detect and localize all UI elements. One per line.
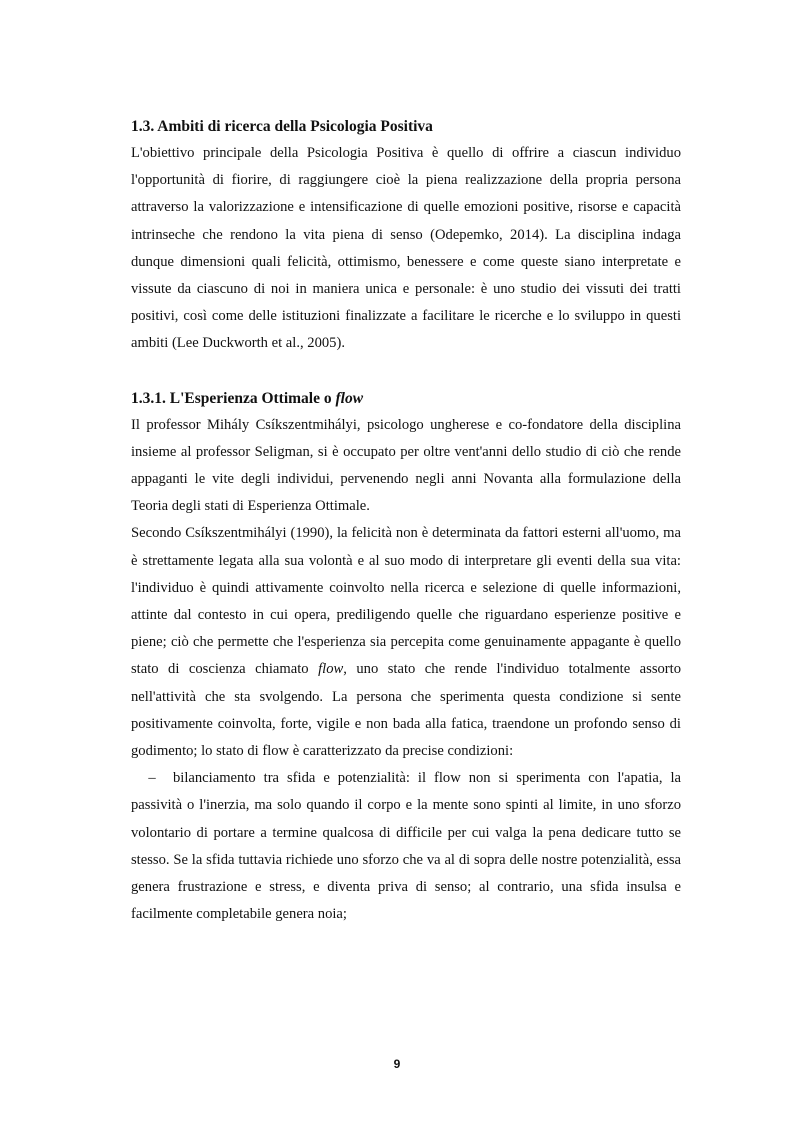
- heading-text: 1.3.1. L'Esperienza Ottimale o: [131, 389, 336, 407]
- paragraph-italic-flow: flow: [318, 661, 344, 678]
- heading-italic-flow: flow: [335, 389, 364, 407]
- paragraph-text-after: , uno stato che rende l'individuo totalmente assorto nell'attività che sta svolgendo. La persona che sperimenta questa condizione si sente positivamente coinvolta, forte, vigile e non bada alla fatica, traendone un profondo senso di godimento; lo stato di flow è caratterizzato da precise condizioni:: [131, 661, 682, 760]
- section-1-3-1-paragraph-1: Il professor Mihály Csíkszentmihályi, psicologo ungherese e co-fondatore della disciplina insieme al professor Seligman, si è occupato per oltre vent'anni dello studio di ciò che rende appaganti le vite degli individui, pervenendo negli anni Novanta alla formulazione della Teoria degli stati di Esperienza Ottimale.: [131, 416, 681, 515]
- list-item-bilanciamento: [131, 765, 681, 928]
- section-heading-1-3-1: [131, 385, 681, 412]
- spacer: [131, 358, 681, 385]
- document-page: [131, 113, 681, 928]
- paragraph-text-before: Secondo Csíkszentmihályi (1990), la felicità non è determinata da fattori esterni all'uomo, ma è strettamente legata alla sua volontà e al suo modo di interpretare gli eventi della sua vita: l'individuo è quindi attivamente coinvolto nella ricerca e selezione di quelle informazioni, attinte dal contesto in cui opera, prediligendo quelle che riguardano esperienze positive e piene; ciò che permette che l'esperienza sia percepita come genuinamente appagante è quello stato di coscienza chiamato: [131, 525, 681, 678]
- page-number: 9: [393, 1057, 401, 1071]
- list-dash: –: [148, 770, 156, 787]
- list-item-text: bilanciamento tra sfida e potenzialità: il flow non si sperimenta con l'apatia, la passività o l'inerzia, ma solo quando il corpo e la mente sono spinti al limite, in uno sforzo volontario di portare a termine qualcosa di difficile per cui valga la pena dedicare tutto se stesso. Se la sfida tuttavia richiede uno sforzo che va al di sopra delle nostre potenzialità, essa genera frustrazione e stress, e diventa priva di senso; al contrario, una sfida insulsa e facilmente completabile genera noia;: [131, 770, 681, 923]
- section-heading-1-3: 1.3. Ambiti di ricerca della Psicologia Positiva: [131, 118, 433, 135]
- section-1-3-1-paragraph-2: [131, 520, 681, 765]
- section-1-3-paragraph: L'obiettivo principale della Psicologia Positiva è quello di offrire a ciascun individuo l'opportunità di fiorire, di raggiungere cioè la piena realizzazione della propria persona attraverso la valorizzazione e intensificazione di quelle emozioni positive, risorse e capacità intrinseche che rendono la vita piena di senso (Odepemko, 2014). La disciplina indaga dunque dimensioni quali felicità, ottimismo, benessere e come queste siano interpretate e vissute da ciascuno di noi in maniera unica e personale: è uno studio dei vissuti dei tratti positivi, così come delle istituzioni finalizzate a facilitare le ricerche e lo sviluppo in questi ambiti (Lee Duckworth et al., 2005).: [131, 145, 681, 352]
